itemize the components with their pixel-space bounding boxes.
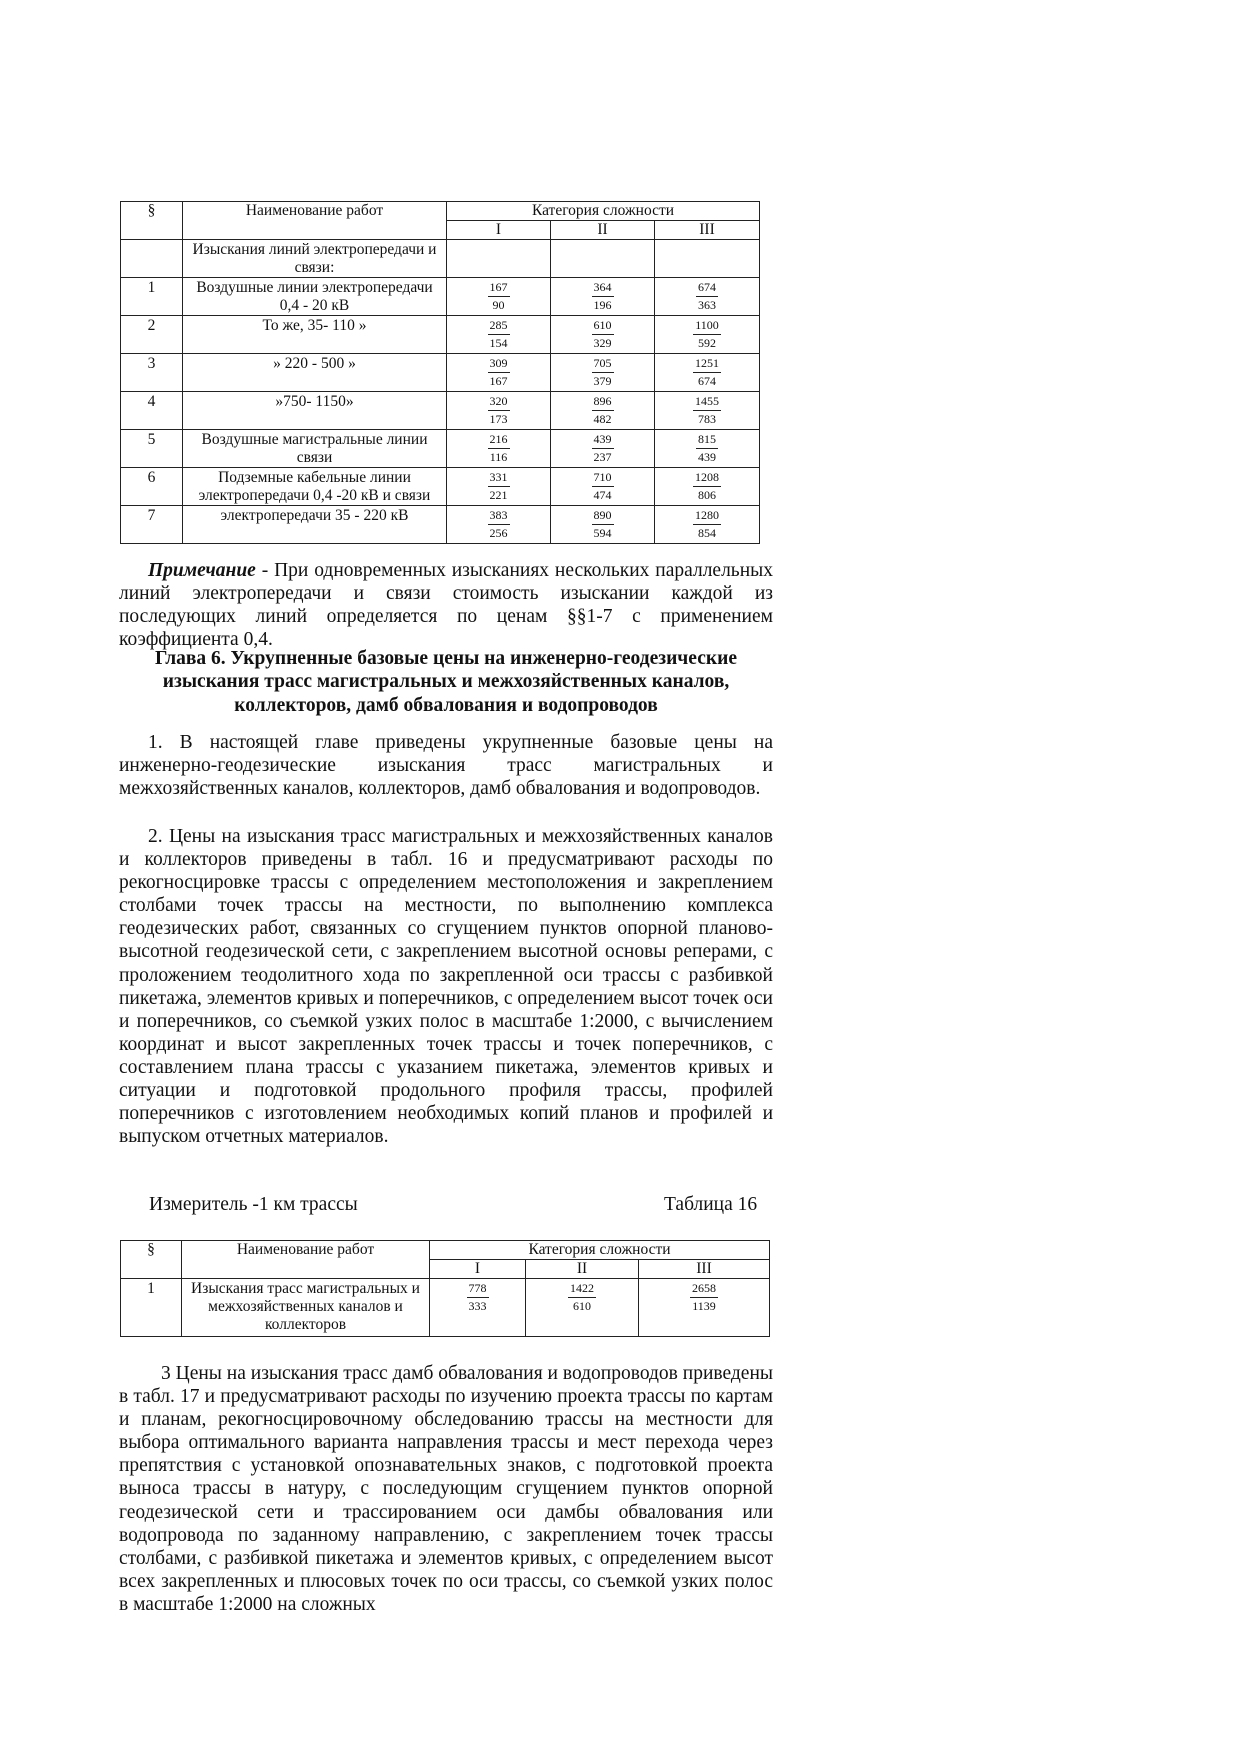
row-number: 3 xyxy=(121,354,183,392)
header-cat-1: I xyxy=(430,1260,526,1279)
note-text: - При одновременных изысканиях нескольких параллельных линий электропередачи и связи стоимость изыскании каждой из последующих линий определяется по ценам §§1-7 с применением коэффициента 0,4. xyxy=(119,560,773,651)
table-unit-caption: Измеритель -1 км трассы xyxy=(149,1194,358,1215)
chapter-title: Глава 6. Укрупненные базовые цены на инженерно-геодезические изыскания трасс магистральных и межхозяйственных каналов, коллекторов, дамб обвалования и водопроводов xyxy=(155,648,737,716)
price-fraction: $\frac{383}{256}$ xyxy=(489,508,508,540)
paragraph-1: 1. В настоящей главе приведены укрупненные базовые цены на инженерно-геодезические изыскания трасс магистральных и межхозяйственных каналов, коллекторов, дамб обвалования и водопроводов. xyxy=(119,732,773,800)
row-number: 4 xyxy=(121,392,183,430)
row-name: Воздушные линии электропередачи 0,4 - 20 кВ xyxy=(183,278,447,316)
paragraph-3: 3 Цены на изыскания трасс дамб обвалования и водопроводов приведены в табл. 17 и предусматривают расходы по изучению проекта трассы по картам и планам, рекогносцировочному обследованию трассы на местности для выбора оптимального варианта направления трассы и мест перехода через препятствия с установкой опознавательных знаков, с подготовкой проекта выноса трассы в натуру, с последующим сгущением пунктов опорной геодезической сети и трассированием оси дамбы обвалования или водопровода по заданному направлению, с закреплением точек трассы столбами, с разбивкой пикетажа и элементов кривых, с определением высот всех закрепленных и плюсовых точек по оси трассы, со съемкой узких полос в масштабе 1:2000 на сложных xyxy=(119,1363,773,1615)
price-fraction: $\frac{167}{90}$ xyxy=(489,280,508,312)
header-cat-2: II xyxy=(551,221,655,240)
price-fraction: $\frac{610}{329}$ xyxy=(593,318,612,350)
row-number: 5 xyxy=(121,430,183,468)
header-section: § xyxy=(121,1241,182,1279)
price-fraction: $\frac{320}{173}$ xyxy=(489,394,508,426)
price-fraction: $\frac{439}{237}$ xyxy=(593,432,612,464)
price-fraction: $\frac{1455}{783}$ xyxy=(695,394,719,426)
row-number: 7 xyxy=(121,506,183,544)
row-name: Подземные кабельные линии электропередачи 0,4 -20 кВ и связи xyxy=(183,468,447,506)
row-name: Воздушные магистральные линии связи xyxy=(183,430,447,468)
header-work-name: Наименование работ xyxy=(183,202,447,240)
price-fraction: $\frac{1208}{806}$ xyxy=(695,470,719,502)
header-section: § xyxy=(121,202,183,240)
table-row xyxy=(121,278,760,316)
price-fraction: $\frac{815}{439}$ xyxy=(698,432,716,464)
header-category: Категория сложности xyxy=(430,1241,770,1260)
price-fraction: $\frac{364}{196}$ xyxy=(593,280,612,312)
price-fraction: $\frac{896}{482}$ xyxy=(593,394,612,426)
table-row xyxy=(121,468,760,506)
price-fraction: $\frac{285}{154}$ xyxy=(489,318,508,350)
group-title: Изыскания линий электропередачи и связи: xyxy=(183,240,447,278)
table-row xyxy=(121,1279,770,1337)
price-fraction: $\frac{705}{379}$ xyxy=(593,356,612,388)
row-number: 6 xyxy=(121,468,183,506)
table-row xyxy=(121,506,760,544)
price-fraction: $\frac{309}{167}$ xyxy=(489,356,508,388)
price-fraction: $\frac{1251}{674}$ xyxy=(695,356,719,388)
header-cat-3: III xyxy=(655,221,760,240)
note-label: Примечание xyxy=(148,560,256,581)
table-row xyxy=(121,240,760,278)
price-fraction: $\frac{1280}{854}$ xyxy=(695,508,719,540)
table-row xyxy=(121,354,760,392)
row-name: электропередачи 35 - 220 кВ xyxy=(183,506,447,544)
table-row xyxy=(121,430,760,468)
header-work-name: Наименование работ xyxy=(182,1241,430,1279)
price-fraction: $\frac{1100}{592}$ xyxy=(695,318,719,350)
price-fraction: $\frac{331}{221}$ xyxy=(489,470,508,502)
price-fraction: $\frac{674}{363}$ xyxy=(698,280,716,312)
header-cat-3: III xyxy=(639,1260,770,1279)
table-row xyxy=(121,392,760,430)
paragraph-2: 2. Цены на изыскания трасс магистральных и межхозяйственных каналов и коллекторов приведены в табл. 16 и предусматривают расходы по рекогносцировке трассы с определением местоположения и закреплением столбами точек трассы на местности, по выполнению комплекса геодезических работ, связанных со сгущением пунктов опорной планово-высотной геодезической сети, с закреплением высотной основы реперами, с проложением теодолитного хода по закрепленной оси трассы с разбивкой пикетажа, элементов кривых и поперечников, с определением высот точек оси и поперечников, со съемкой узких полос в масштабе 1:2000, с вычислением координат и высот закрепленных точек трассы и точек поперечников, с составлением плана трассы с указанием пикетажа, элементов кривых и ситуации и подготовкой продольного профиля трассы, профилей поперечников с изготовлением необходимых копий планов и профилей и выпуском отчетных материалов. xyxy=(119,826,773,1148)
row-number: 1 xyxy=(121,278,183,316)
table-row xyxy=(121,316,760,354)
price-table-16 xyxy=(120,1240,770,1337)
price-fraction: $\frac{2658}{1139}$ xyxy=(692,1281,716,1313)
header-cat-2: II xyxy=(526,1260,639,1279)
price-fraction: $\frac{890}{594}$ xyxy=(593,508,612,540)
price-fraction: $\frac{710}{474}$ xyxy=(593,470,612,502)
row-name: То же, 35- 110 » xyxy=(183,316,447,354)
price-table-power-lines xyxy=(120,201,760,544)
row-name: » 220 - 500 » xyxy=(183,354,447,392)
price-fraction: $\frac{1422}{610}$ xyxy=(570,1281,594,1313)
header-category: Категория сложности xyxy=(447,202,760,221)
row-name: »750- 1150» xyxy=(183,392,447,430)
row-name: Изыскания трасс магистральных и межхозяйственных каналов и коллекторов xyxy=(182,1279,430,1337)
row-number: 1 xyxy=(121,1279,182,1337)
price-fraction: $\frac{778}{333}$ xyxy=(468,1281,487,1313)
row-number: 2 xyxy=(121,316,183,354)
header-cat-1: I xyxy=(447,221,551,240)
table-note xyxy=(119,559,773,651)
table-number-caption: Таблица 16 xyxy=(664,1194,758,1215)
price-fraction: $\frac{216}{116}$ xyxy=(489,432,508,464)
